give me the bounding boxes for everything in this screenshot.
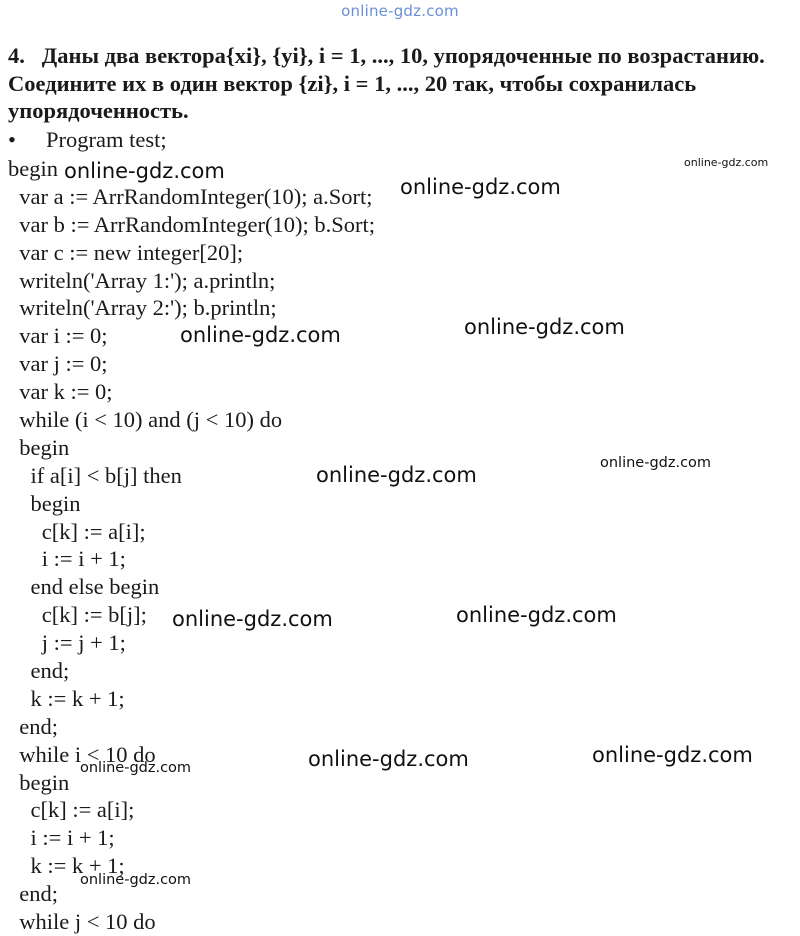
task-statement: 4. Даны два вектора{xi}, {yi}, i = 1, ..., 10, упорядоченные по возрастанию. Соедините их в один вектор {zi}, i = 1, ..., 20 так, чтобы сохранилась упорядоченность. (8, 43, 771, 123)
program-header-text: Program test; (46, 127, 167, 152)
code-line: end; (8, 658, 70, 684)
code-line: if a[i] < b[j] then (8, 462, 182, 488)
code-line: begin (8, 156, 58, 181)
code-line: var c := new integer[20]; (8, 239, 244, 265)
code-line: while (i < 10) and (j < 10) do (8, 407, 283, 433)
code-line: c[k] := a[i]; (8, 518, 146, 544)
watermark: online-gdz.com (464, 315, 625, 339)
code-line: end else begin (8, 574, 160, 600)
watermark: online-gdz.com (592, 743, 753, 767)
watermark: online-gdz.com (80, 760, 192, 776)
code-line: j := j + 1; (8, 630, 126, 656)
code-line: begin (8, 490, 81, 516)
watermark: online-gdz.com (308, 747, 469, 771)
watermark: online-gdz.com (316, 463, 477, 487)
bullet-icon: • (8, 127, 16, 152)
watermark: online-gdz.com (64, 159, 225, 183)
code-line: while j < 10 do (8, 909, 156, 935)
code-line: begin (8, 769, 70, 795)
code-line: var j := 0; (8, 351, 108, 377)
code-line: while i < 10 do (8, 741, 156, 767)
top-watermark: online-gdz.com (341, 2, 459, 20)
code-line: writeln('Array 2:'); b.println; (8, 295, 277, 321)
code-line: begin (8, 434, 70, 460)
code-line: var k := 0; (8, 379, 113, 405)
code-line: end; (8, 881, 58, 907)
code-line: k := k + 1; (8, 853, 125, 879)
watermark: online-gdz.com (80, 872, 192, 888)
code-line: end; (8, 713, 58, 739)
watermark: online-gdz.com (180, 323, 341, 347)
code-line: c[k] := b[j]; (8, 602, 147, 628)
watermark: online-gdz.com (600, 455, 712, 471)
code-line: var b := ArrRandomInteger(10); b.Sort; (8, 211, 375, 237)
code-line: k := k + 1; (8, 685, 125, 711)
code-line: var a := ArrRandomInteger(10); a.Sort; (8, 183, 373, 209)
code-line: i := i + 1; (8, 825, 115, 851)
code-line: c[k] := a[i]; (8, 797, 135, 823)
code-line: var i := 0; (8, 323, 108, 349)
watermark: online-gdz.com (400, 175, 561, 199)
program-header (8, 126, 167, 154)
watermark: online-gdz.com (684, 156, 769, 169)
watermark: online-gdz.com (172, 607, 333, 631)
code-line: i := i + 1; (8, 546, 126, 572)
watermark: online-gdz.com (456, 603, 617, 627)
code-line: writeln('Array 1:'); a.println; (8, 267, 276, 293)
code-block (8, 155, 375, 936)
